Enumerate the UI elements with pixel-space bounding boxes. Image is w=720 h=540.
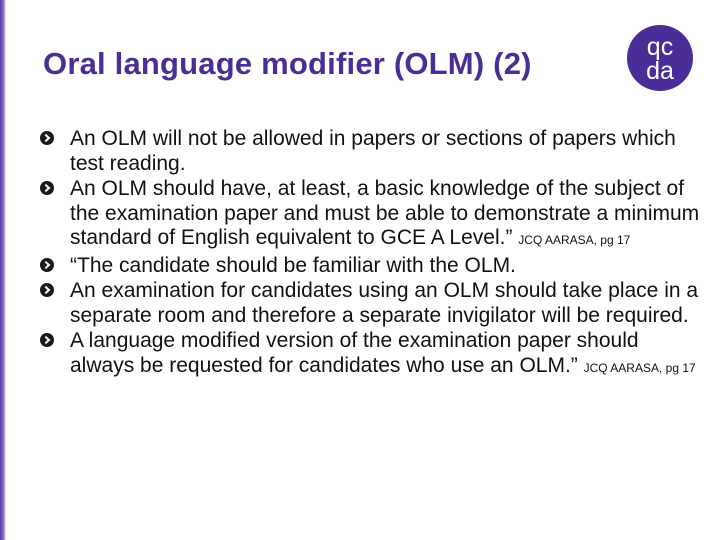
bullet-item	[40, 329, 700, 380]
chevron-bullet-icon	[40, 283, 54, 297]
bullet-item	[40, 177, 700, 253]
bullet-text: An examination for candidates using an OLM should take place in a separate room and therefore a separate invigilator will be required.	[70, 279, 699, 327]
chevron-bullet-icon	[40, 181, 54, 195]
bullet-text: An OLM will not be allowed in papers or sections of papers which test reading.	[70, 127, 676, 175]
bullet-text: An OLM should have, at least, a basic knowledge of the subject of the examination paper and must be able to demonstrate a minimum standard of English equivalent to GCE A Level.”	[70, 177, 700, 249]
chevron-bullet-icon	[40, 333, 54, 347]
citation-text: JCQ AARASA, pg 17	[518, 233, 631, 247]
bullet-item	[40, 127, 700, 176]
left-accent-bar	[0, 0, 6, 540]
bullet-item	[40, 254, 700, 279]
citation-text: JCQ AARASA, pg 17	[583, 360, 696, 375]
bullet-list	[40, 127, 700, 381]
logo-text-top: qc	[646, 33, 674, 61]
chevron-bullet-icon	[40, 131, 54, 145]
bullet-text: A language modified version of the examination paper should always be requested for candidates who use an OLM.”	[70, 329, 639, 377]
logo-text-bottom: da	[646, 57, 674, 85]
qcda-logo	[626, 24, 694, 92]
chevron-bullet-icon	[40, 258, 54, 272]
bullet-item	[40, 279, 700, 328]
slide-title: Oral language modifier (OLM) (2)	[43, 46, 532, 81]
bullet-text: “The candidate should be familiar with the OLM.	[70, 253, 516, 277]
